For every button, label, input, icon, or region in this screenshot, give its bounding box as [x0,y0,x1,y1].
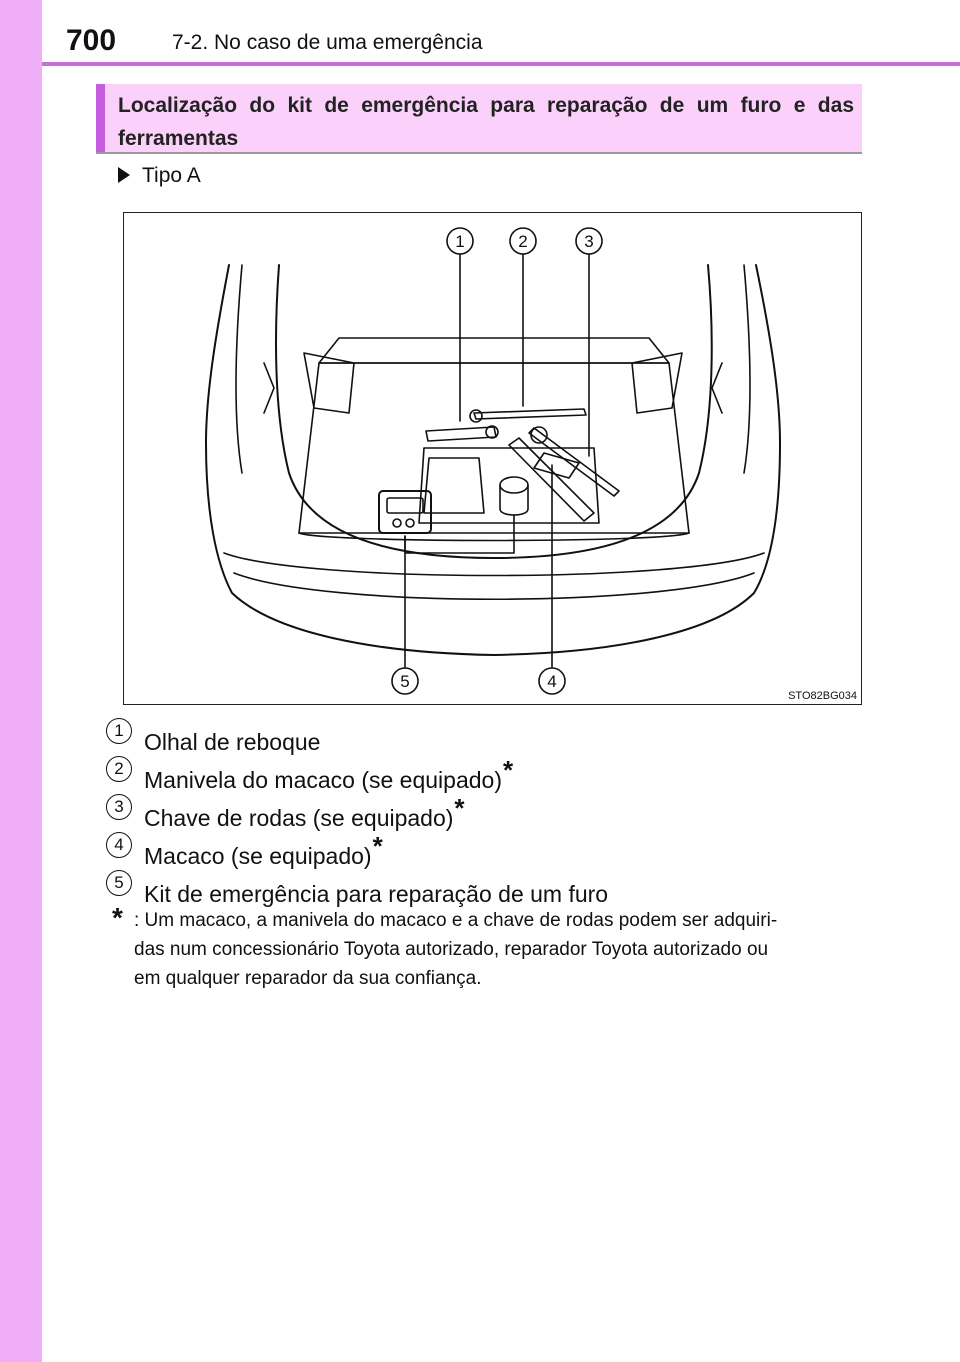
callout-2: 2 [518,232,528,251]
callout-5: 5 [400,672,410,691]
item-number-badge: 1 [106,718,132,744]
callout-1: 1 [455,232,465,251]
page-header [42,0,960,66]
legend-item [106,752,866,793]
chapter-title: 7-2. No caso de uma emergência [172,31,483,54]
variant-label [118,164,201,188]
item-number-badge: 3 [106,794,132,820]
legend-list [106,714,866,907]
item-number-badge: 4 [106,832,132,858]
trunk-illustration [123,212,862,705]
legend-text [144,793,465,832]
page-number: 700 [66,24,117,57]
footnote-star: * [454,793,465,823]
callout-4: 4 [547,672,557,691]
footnote-line-2: das num concessionário Toyota autorizado, reparador Toyota autorizado ou [134,939,769,960]
footnote-line-3: em qualquer reparador da sua confiança. [134,968,482,989]
item-number-badge: 2 [106,756,132,782]
triangle-bullet-icon [118,167,130,183]
section-accent-bar [96,84,105,152]
footnote-star: * [372,831,383,861]
legend-item [106,866,866,907]
legend-label: Chave de rodas (se equipado) [144,805,454,831]
callout-3: 3 [584,232,594,251]
legend-text [144,869,609,908]
footnote [112,902,862,993]
legend-item [106,828,866,869]
legend-text [144,755,513,794]
legend-label: Olhal de reboque [144,729,321,755]
section-title: Localização do kit de emergência para reparação de um furo e das ferramentas [118,94,854,150]
legend-label: Kit de emergência para reparação de um furo [144,881,609,907]
legend-item [106,790,866,831]
footnote-star: * [502,755,514,785]
header-rule [42,62,960,66]
side-color-strip [0,0,42,1362]
item-number-badge: 5 [106,870,132,896]
legend-label: Macaco (se equipado) [144,843,372,869]
legend-item [106,714,866,755]
footnote-marker: * [112,902,123,933]
section-heading-box [96,84,862,154]
legend-text [144,831,383,870]
legend-text [144,717,321,756]
footnote-line-1: : Um macaco, a manivela do macaco e a chave de rodas podem ser adquiri- [134,910,778,931]
figure-code: STO82BG034 [788,690,857,702]
trunk-drawing [124,213,861,704]
legend-label: Manivela do macaco (se equipado) [144,767,502,793]
variant-text: Tipo A [142,164,201,187]
footnote-text [112,906,862,993]
